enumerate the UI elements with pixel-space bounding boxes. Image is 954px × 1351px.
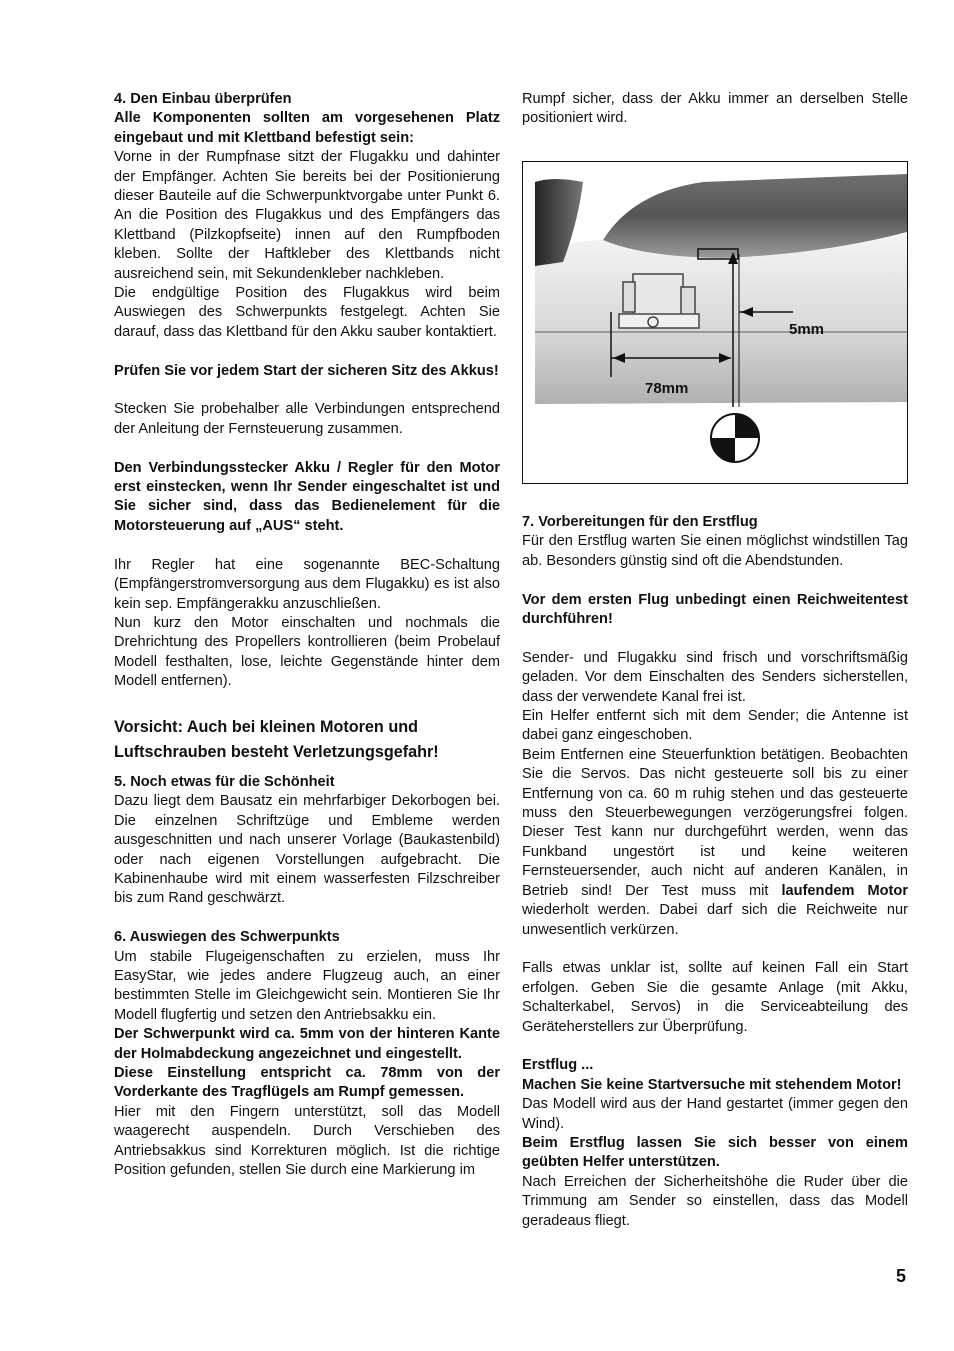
section-4-title: 4. Den Einbau überprüfen	[114, 91, 292, 107]
right-column-main	[522, 513, 908, 1231]
section-7-paragraph-1: Für den Erstflug warten Sie einen möglichst windstillen Tag ab. Besonders günstig sind oft die Abendstunden.	[522, 533, 908, 569]
page-number: 5	[896, 1266, 907, 1286]
first-flight-paragraph-1: Das Modell wird aus der Hand gestartet (immer gegen den Wind).	[522, 1096, 908, 1132]
warning-text: Vorsicht: Auch bei kleinen Motoren und Luftschrauben besteht Verletzungsgefahr!	[114, 717, 439, 761]
first-flight-title: Erstflug ...	[522, 1057, 594, 1074]
section-4-paragraph-1: Vorne in der Rumpfnase sitzt der Flugakku und dahinter der Empfänger. Achten Sie bereits bei der Positionierung dieser Bauteile auf die Schwerpunktvorgabe unter Punkt 6. An die Position des Flugakkus und des Empfängers das Klettband (Pilzkopfseite) innen auf den Rumpfboden kleben. Sollte der Haftkleber des Klettbands nicht ausreichend sein, mit Sekundenkleber nachkleben.	[114, 149, 500, 282]
center-of-gravity-symbol	[711, 414, 759, 462]
section-4-paragraph-3: Stecken Sie probehalber alle Verbindungen entsprechend der Anleitung der Fernsteuerung zusammen.	[114, 401, 500, 437]
section-6-paragraph-1: Um stabile Flugeigenschaften zu erzielen, muss Ihr EasyStar, wie jedes andere Flugzeug auch, an einer bestimmten Stelle im Gleichgewicht sein. Montieren Sie Ihr Modell flugfertig und setzen den Antriebsakku ein.	[114, 948, 500, 1023]
section-6-paragraph-2: Hier mit den Fingern unterstützt, soll das Modell waagerecht auspendeln. Durch Verschieben des Antriebsakkus sind Korrekturen möglich. Ist die richtige Position gefunden, stellen Sie durch eine Markierung im	[114, 1103, 500, 1179]
label-78mm: 78mm	[645, 380, 689, 397]
first-flight-bold-1: Machen Sie keine Startversuche mit stehendem Motor!	[522, 1076, 902, 1093]
first-flight-paragraph-2: Nach Erreichen der Sicherheitshöhe die Ruder über die Trimmung am Sender so einstellen, dass das Modell geradeaus fliegt.	[522, 1173, 908, 1229]
center-of-gravity-figure	[522, 161, 908, 484]
continued-paragraph: Rumpf sicher, dass der Akku immer an derselben Stelle positioniert wird.	[522, 91, 908, 127]
section-4-bold-connector: Den Verbindungsstecker Akku / Regler für den Motor erst einstecken, wenn Ihr Sender eingeschaltet ist und Sie sicher sind, dass das Bedienelement für die Motorsteuerung auf „AUS“ steht.	[114, 459, 500, 534]
section-4-bold-check: Prüfen Sie vor jedem Start der sicheren Sitz des Akkus!	[114, 362, 499, 379]
section-7-paragraph-4: Beim Entfernen eine Steuerfunktion betätigen. Beobachten Sie die Servos. Das nicht gesteuerte soll bis zu einer Entfernung von ca. 60 m ruhig stehen und das gesteuerte muss den Steuerbewegungen verzögerungsfrei folgen. Dieser Test kann nur durchgeführt werden, wenn das Funkband ungestört ist und keine weiteren Fernsteuersender, auch nicht auf anderen Kanälen, in Betrieb sind! Der Test muss mit laufendem Motor wiederholt werden. Dabei darf sich die Reichweite nur unwesentlich verkürzen.	[522, 746, 909, 938]
label-5mm: 5mm	[789, 321, 825, 338]
section-7-title: 7. Vorbereitungen für den Erstflug	[522, 514, 758, 530]
section-6-bold-2: Diese Einstellung entspricht ca. 78mm von der Vorderkante des Tragflügels am Rumpf gemessen.	[114, 1065, 500, 1101]
section-7-paragraph-2: Sender- und Flugakku sind frisch und vorschriftsmäßig geladen. Vor dem Einschalten des Senders sicherstellen, dass der verwendete Kanal frei ist.	[522, 649, 908, 705]
section-4-paragraph-2: Die endgültige Position des Flugakkus wird beim Auswiegen des Schwerpunkts festgelegt. Achten Sie darauf, dass das Klettband für den Akku sauber kontaktiert.	[114, 285, 500, 340]
section-6-title: 6. Auswiegen des Schwerpunkts	[114, 929, 340, 946]
right-column-top	[522, 90, 908, 129]
first-flight-bold-2: Beim Erstflug lassen Sie sich besser von einem geübten Helfer unterstützen.	[522, 1134, 908, 1171]
left-column	[114, 90, 500, 1180]
section-7-paragraph-5: Falls etwas unklar ist, sollte auf keinen Fall ein Start erfolgen. Geben Sie die gesamte Anlage (mit Akku, Schalterkabel, Servos) in die Serviceabteilung des Geräteherstellers zur Überprüfung.	[522, 960, 908, 1035]
section-4-paragraph-4: Ihr Regler hat eine sogenannte BEC-Schaltung (Empfängerstromversorgung aus dem Flugakku) es ist also kein sep. Empfängerakku anzuschließen.	[114, 556, 500, 612]
section-4-paragraph-5: Nun kurz den Motor einschalten und nochmals die Drehrichtung des Propellers kontrollieren (beim Probelauf Modell festhalten, lose, leichte Gegenstände hinter dem Modell entfernen).	[114, 614, 500, 690]
section-5-title: 5. Noch etwas für die Schönheit	[114, 773, 335, 790]
section-7-paragraph-3: Ein Helfer entfernt sich mit dem Sender; die Antenne ist dabei ganz eingeschoben.	[522, 708, 908, 744]
section-5-paragraph-1: Dazu liegt dem Bausatz ein mehrfarbiger Dekorbogen bei. Die einzelnen Schriftzüge und Embleme werden ausgeschnitten und nach unserer Vorlage (Baukastenbild) oder nach eigenen Vorstellungen aufgebracht. Die Kabinenhaube wird mit einem wasserfesten Filzschreiber bis zum Rand geschwärzt.	[114, 793, 500, 907]
section-4-bold-intro: Alle Komponenten sollten am vorgesehenen Platz eingebaut und mit Klettband befestigt sein:	[114, 110, 500, 146]
section-6-bold-1: Der Schwerpunkt wird ca. 5mm von der hinteren Kante der Holmabdeckung angezeichnet und eingestellt.	[114, 1026, 500, 1062]
cg-diagram	[523, 162, 907, 483]
section-7-bold-range-test: Vor dem ersten Flug unbedingt einen Reichweitentest durchführen!	[522, 591, 908, 628]
